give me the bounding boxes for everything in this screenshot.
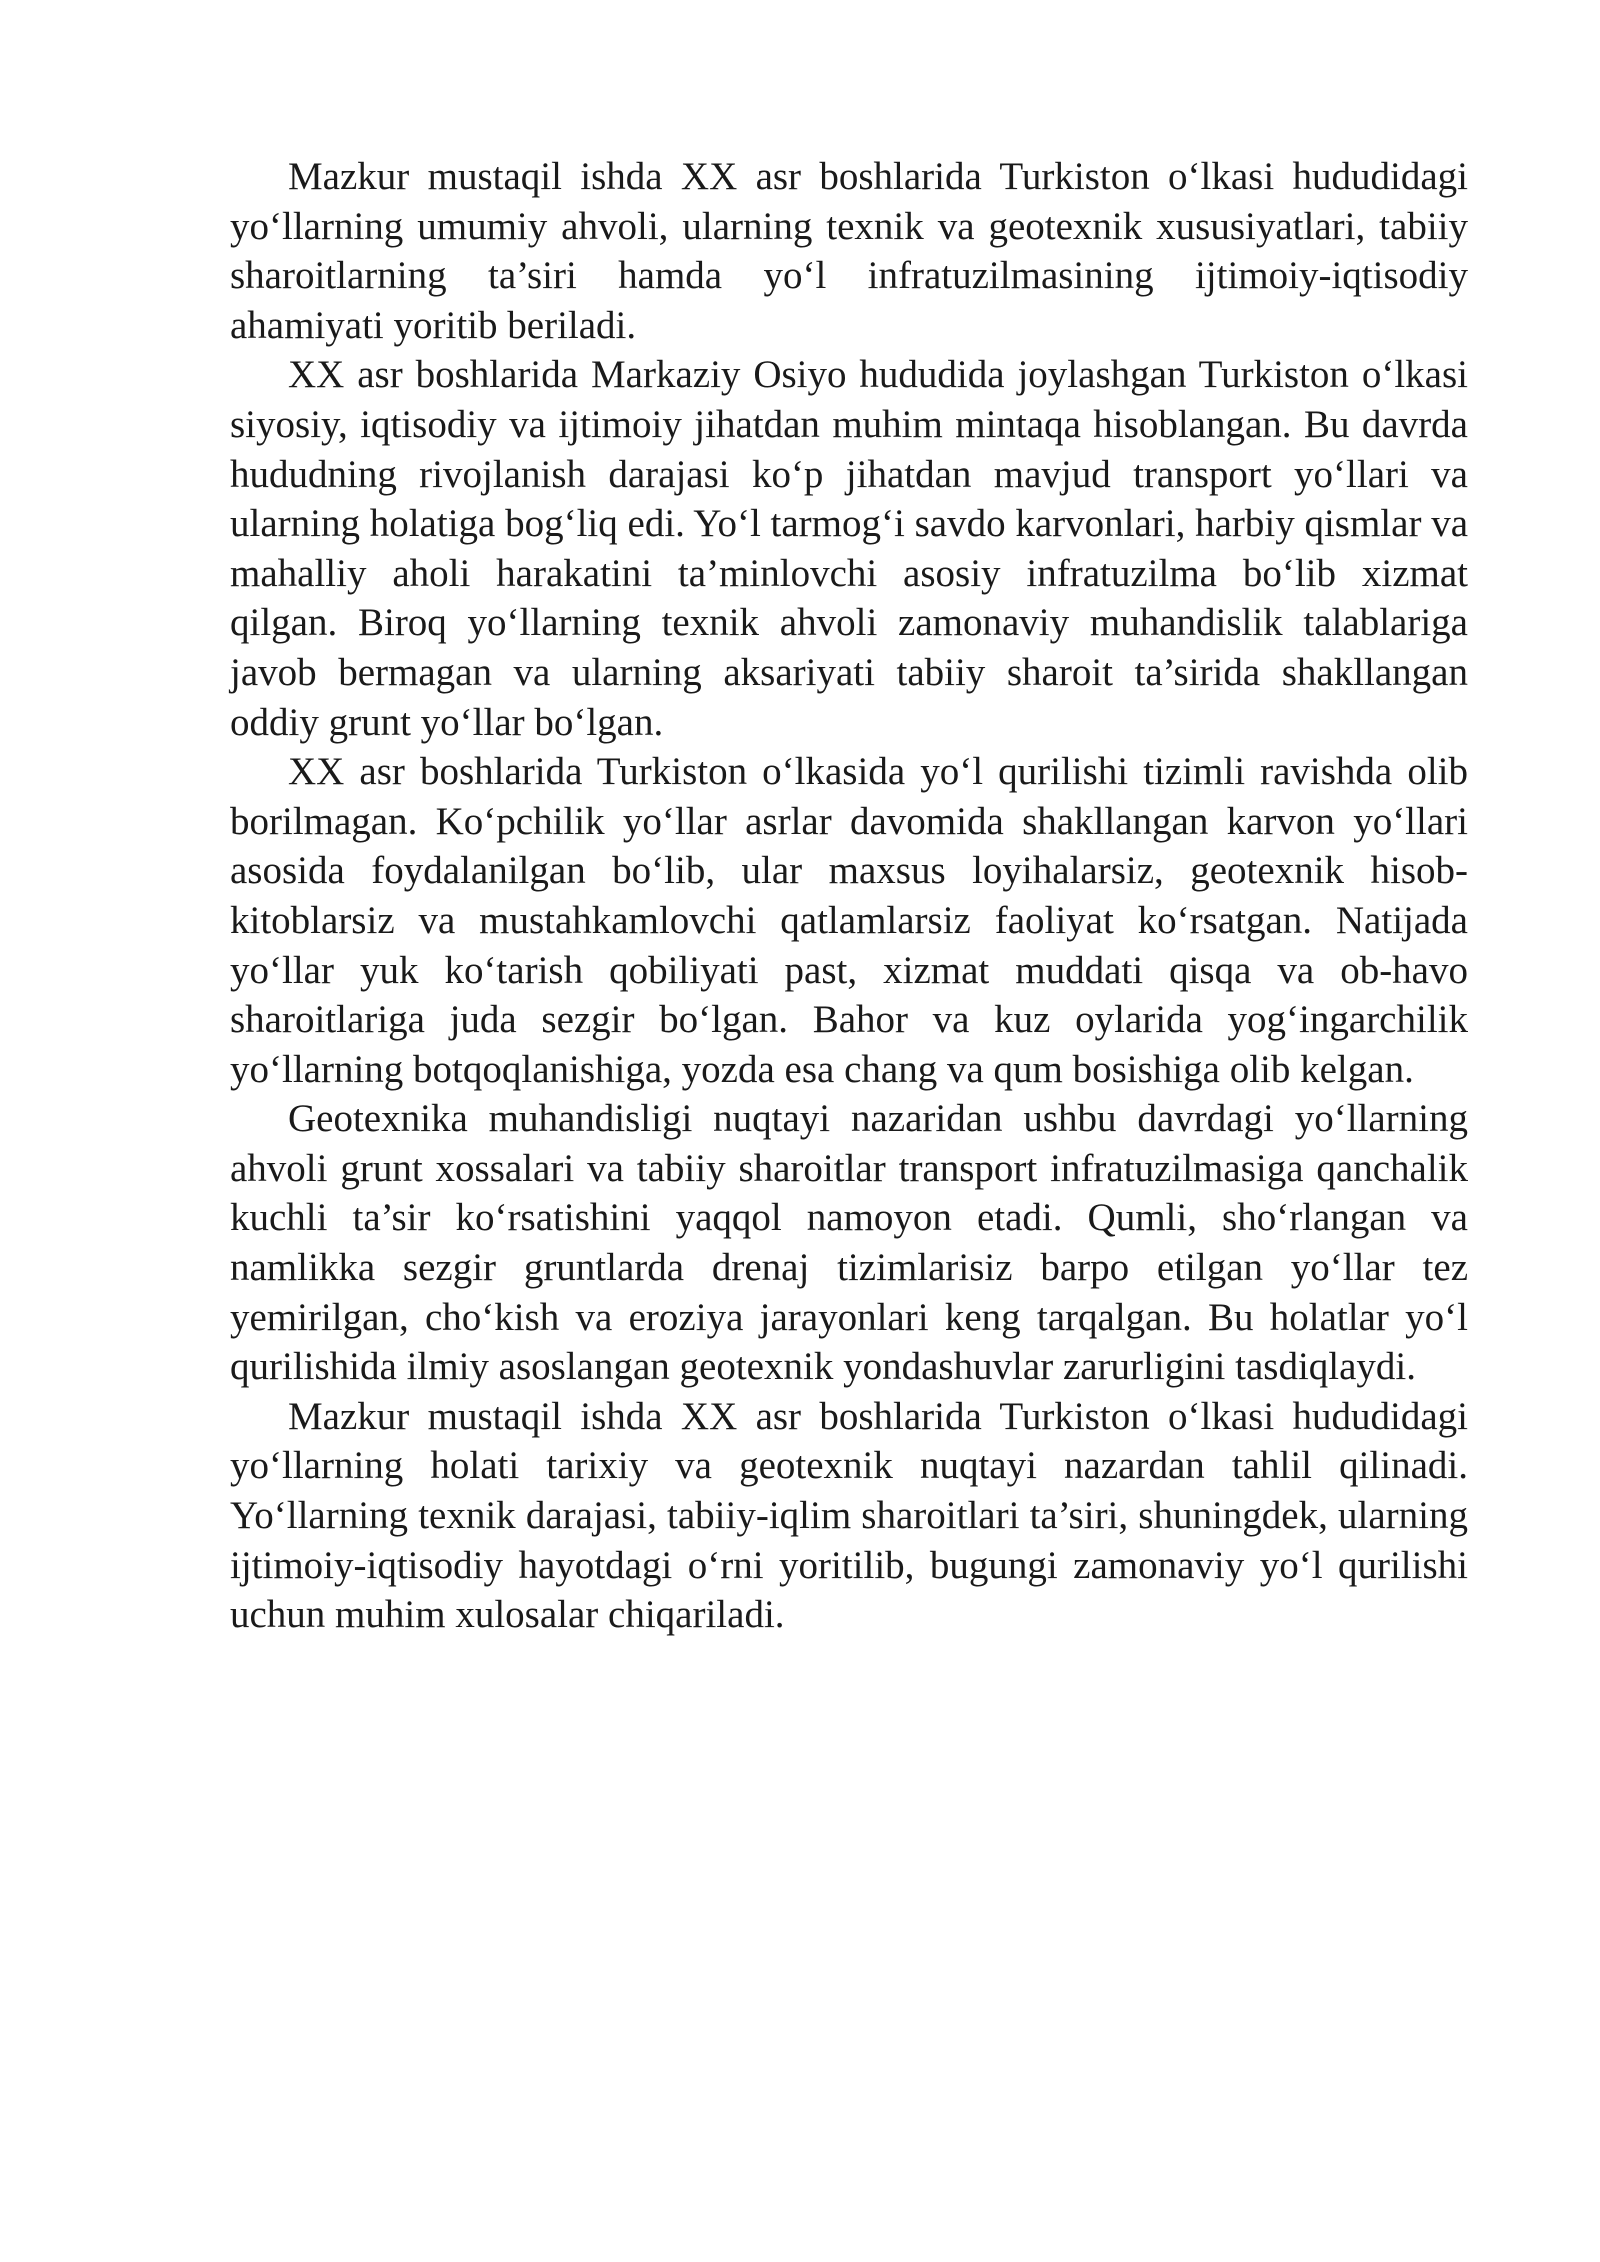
body-text (230, 152, 1468, 1640)
paragraph-intro: Mazkur mustaqil ishda XX asr boshlarida Turkiston o‘lkasi hududidagi yo‘llarning umumiy ahvoli, ularning texnik va geotexnik xususiyatlari, tabiiy sharoitlarning ta’siri hamda yo‘l infratuzilmasining ijtimoiy-iqtisodiy ahamiyati yoritib beriladi. (230, 155, 1468, 347)
paragraph-geotechnical-view: Geotexnika muhandisligi nuqtayi nazaridan ushbu davrdagi yo‘llarning ahvoli grunt xossalari va tabiiy sharoitlar transport infratuzilmasiga qanchalik kuchli ta’sir ko‘rsatishini yaqqol namoyon etadi. Qumli, sho‘rlangan va namlikka sezgir gruntlarda drenaj tizimlarisiz barpo etilgan yo‘llar tez yemirilgan, cho‘kish va eroziya jarayonlari keng tarqalgan. Bu holatlar yo‘l qurilishida ilmiy asoslangan geotexnik yondashuvlar zarurligini tasdiqlaydi. (230, 1097, 1468, 1389)
paragraph-conclusion: Mazkur mustaqil ishda XX asr boshlarida Turkiston o‘lkasi hududidagi yo‘llarning holati tarixiy va geotexnik nuqtayi nazardan tahlil qilinadi. Yo‘llarning texnik darajasi, tabiiy-iqlim sharoitlari ta’siri, shuningdek, ularning ijtimoiy-iqtisodiy hayotdagi o‘rni yoritilib, bugungi zamonaviy yo‘l qurilishi uchun muhim xulosalar chiqariladi. (230, 1394, 1468, 1637)
paragraph-road-construction: XX asr boshlarida Turkiston o‘lkasida yo‘l qurilishi tizimli ravishda olib borilmagan. Ko‘pchilik yo‘llar asrlar davomida shakllangan karvon yo‘llari asosida foydalanilgan bo‘lib, ular maxsus loyihalarsiz, geotexnik hisob-kitoblarsiz va mustahkamlovchi qatlamlarsiz faoliyat ko‘rsatgan. Natijada yo‘llar yuk ko‘tarish qobiliyati past, xizmat muddati qisqa va ob-havo sharoitlariga juda sezgir bo‘lgan. Bahor va kuz oylarida yog‘ingarchilik yo‘llarning botqoqlanishiga, yozda esa chang va qum bosishiga olib kelgan. (230, 750, 1468, 1091)
paragraph-region-overview: XX asr boshlarida Markaziy Osiyo hududida joylashgan Turkiston o‘lkasi siyosiy, iqtisodiy va ijtimoiy jihatdan muhim mintaqa hisoblangan. Bu davrda hududning rivojlanish darajasi ko‘p jihatdan mavjud transport yo‘llari va ularning holatiga bog‘liq edi. Yo‘l tarmog‘i savdo karvonlari, harbiy qismlar va mahalliy aholi harakatini ta’minlovchi asosiy infratuzilma bo‘lib xizmat qilgan. Biroq yo‘llarning texnik ahvoli zamonaviy muhandislik talablariga javob bermagan va ularning aksariyati tabiiy sharoit ta’sirida shakllangan oddiy grunt yo‘llar bo‘lgan. (230, 353, 1469, 744)
